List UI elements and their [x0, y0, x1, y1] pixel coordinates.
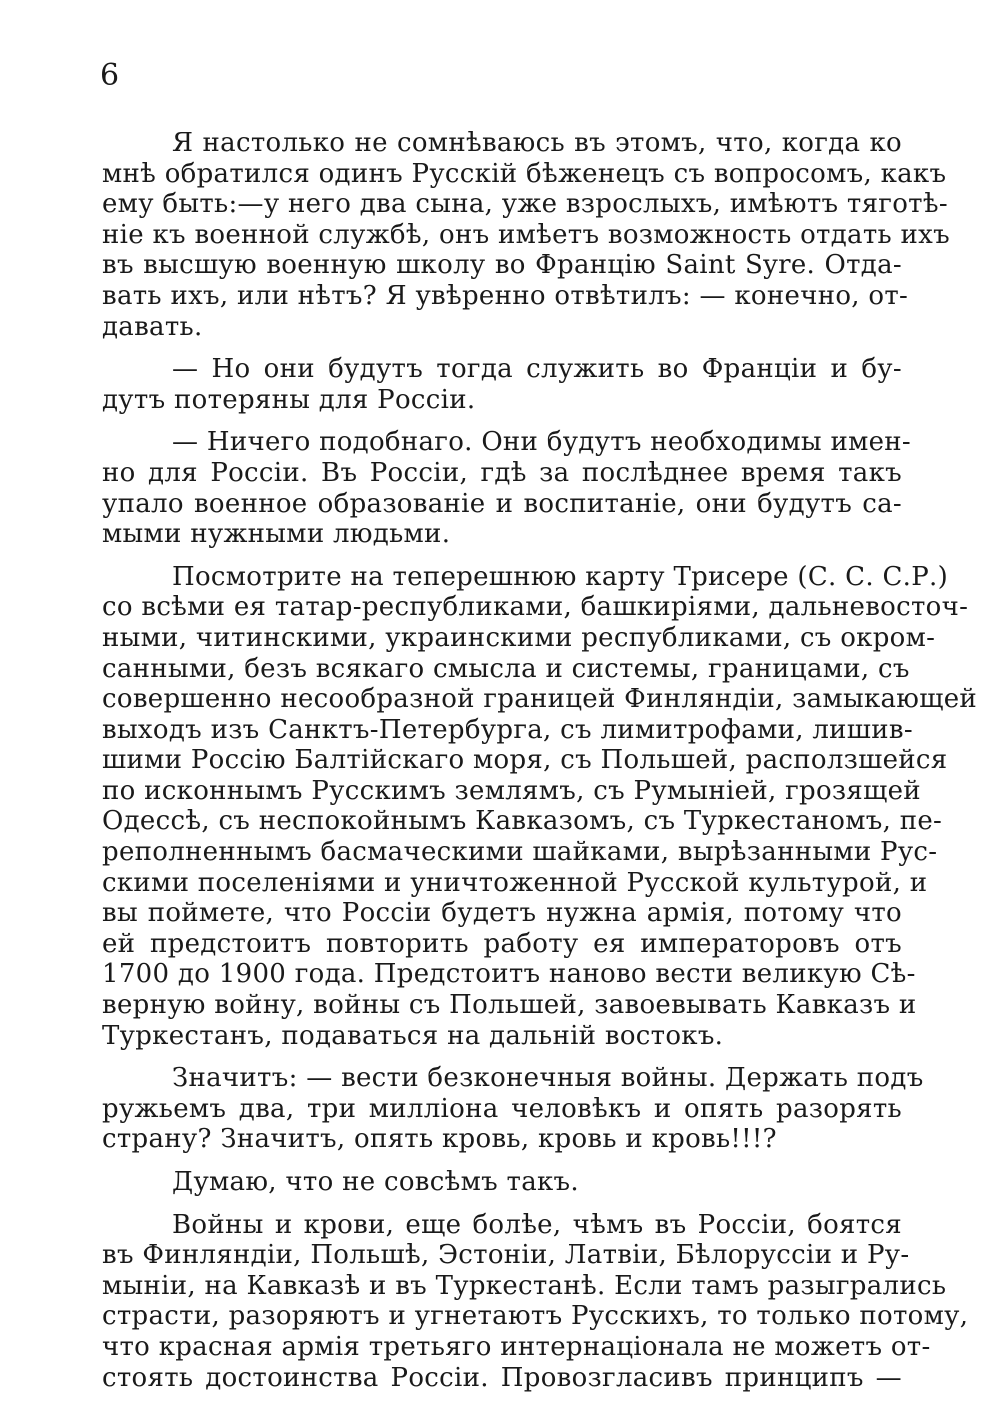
- text-line: но для Россіи. Въ Россіи, гдѣ за послѣднее время такъ: [102, 457, 902, 488]
- text-line: Туркестанъ, подаваться на дальній востокъ.: [102, 1020, 724, 1051]
- text-line: санными, безъ всякаго смысла и системы, границами, съ: [102, 653, 910, 684]
- text-line: страсти, разоряютъ и угнетаютъ Русскихъ, то только потому,: [102, 1301, 969, 1332]
- text-line: въ Финляндіи, Польшѣ, Эстоніи, Латвіи, Бѣлоруссіи и Ру-: [102, 1240, 910, 1271]
- text-line: со всѣми ея татар-республиками, башкиріями, дальневосточ-: [102, 592, 969, 623]
- text-line: стоять достоинства Россіи. Провозгласивъ принципъ —: [102, 1362, 902, 1393]
- text-line: мнѣ обратился одинъ Русскій бѣженецъ съ вопросомъ, какъ: [102, 158, 947, 189]
- paragraph-1: [102, 128, 950, 342]
- paragraph-6: [102, 1167, 902, 1198]
- text-line: Одессѣ, съ неспокойнымъ Кавказомъ, съ Туркестаномъ, пе-: [102, 806, 943, 837]
- text-line: страну? Значитъ, опять кровь, кровь и кровь!!!?: [102, 1124, 777, 1155]
- paragraph-5: [102, 1063, 924, 1155]
- text-line: давать.: [102, 311, 203, 342]
- text-line: ными, читинскими, украинскими республиками, съ окром-: [102, 622, 936, 653]
- text-line: что красная армія третьяго интернаціонала не можетъ от-: [102, 1331, 931, 1362]
- text-line: Значитъ: — вести безконечныя войны. Держать подъ: [172, 1063, 924, 1094]
- text-line: по исконнымъ Русскимъ землямъ, съ Румыніей, грозящей: [102, 775, 921, 806]
- paragraph-2: [102, 354, 902, 415]
- text-line: ему быть:—у него два сына, уже взрослыхъ, имѣютъ тяготѣ-: [102, 189, 948, 220]
- text-line: верную войну, войны съ Польшей, завоевывать Кавказъ и: [102, 990, 917, 1021]
- text-line: Я настолько не сомнѣваюсь въ этомъ, что, когда ко: [172, 128, 902, 158]
- text-line: шими Россію Балтійскаго моря, съ Польшей, расползшейся: [102, 745, 948, 776]
- text-line: упало военное образованіе и воспитаніе, они будутъ са-: [102, 488, 902, 519]
- text-line: — Но они будутъ тогда служить во Франціи и бу-: [172, 354, 902, 385]
- text-line: 1700 до 1900 года. Предстоитъ наново вести великую Сѣ-: [102, 959, 916, 990]
- text-line: — Ничего подобнаго. Они будутъ необходимы имен-: [172, 427, 912, 458]
- text-line: вать ихъ, или нѣтъ? Я увѣренно отвѣтилъ: — конечно, от-: [102, 280, 909, 311]
- text-line: реполненнымъ басмаческими шайками, вырѣзанными Рус-: [102, 837, 938, 868]
- text-line: ніе къ военной службѣ, онъ имѣетъ возможность отдать ихъ: [102, 219, 950, 250]
- text-line: Войны и крови, еще болѣе, чѣмъ въ Россіи, боятся: [172, 1209, 902, 1240]
- text-line: выходъ изъ Санктъ-Петербурга, съ лимитрофами, лишив-: [102, 714, 913, 745]
- text-line: скими поселеніями и уничтоженной Русской культурой, и: [102, 867, 928, 898]
- text-line: ружьемъ два, три милліона человѣкъ и опять разорять: [102, 1093, 902, 1124]
- text-line: вы поймете, что Россіи будетъ нужна армія, потому что: [102, 898, 902, 929]
- text-line: совершенно несообразной границей Финляндіи, замыкающей: [102, 684, 978, 715]
- text-line: мыніи, на Кавказѣ и въ Туркестанѣ. Если тамъ разыгрались: [102, 1270, 947, 1301]
- page-number: 6: [100, 58, 120, 93]
- text-line: въ высшую военную школу во Францію Saint Syre. Отда-: [102, 250, 902, 281]
- body-text: [102, 128, 978, 1393]
- text-line: ей предстоитъ повторить работу ея императоровъ отъ: [102, 928, 902, 959]
- text-line: мыми нужными людьми.: [102, 519, 451, 550]
- paragraph-3: [102, 427, 912, 550]
- paragraph-4: [102, 561, 978, 1052]
- text-line: Посмотрите на теперешнюю карту Трисере (С. С. С.Р.): [172, 561, 949, 592]
- paragraph-7: [102, 1209, 969, 1394]
- text-line: дутъ потеряны для Россіи.: [102, 384, 476, 415]
- text-line: Думаю, что не совсѣмъ такъ.: [172, 1167, 579, 1197]
